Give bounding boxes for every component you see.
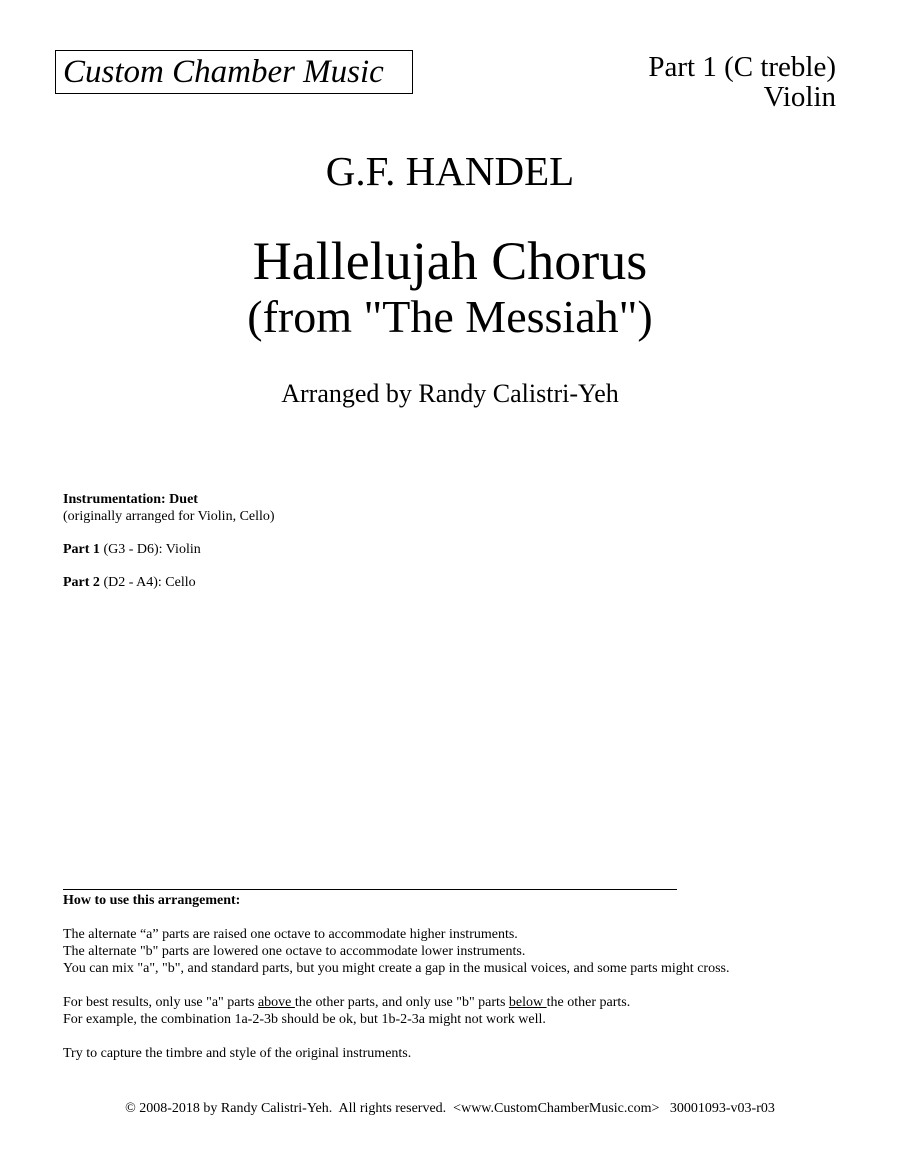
part-label: Part 1 (C treble) (648, 51, 836, 83)
instrumentation-section (63, 491, 275, 591)
part-2-label: Part 2 (63, 575, 100, 590)
howto-p2-line2: For example, the combination 1a-2-3b should be ok, but 1b-2-3a might not work well. (63, 1012, 546, 1027)
instrument-label: Violin (763, 81, 836, 113)
part-info (648, 52, 836, 112)
part-2-range (63, 574, 275, 591)
piece-title: Hallelujah Chorus (252, 231, 648, 291)
howto-p2-post: the other parts. (546, 995, 631, 1010)
part-1-label: Part 1 (63, 542, 100, 557)
brand-name: Custom Chamber Music (63, 54, 384, 90)
howto-p1-line1: The alternate “a” parts are raised one octave to accommodate higher instruments. (63, 927, 518, 942)
arranger-credit: Arranged by Randy Calistri-Yeh (281, 379, 619, 408)
copyright-footer: © 2008-2018 by Randy Calistri-Yeh. All rights reserved. <www.CustomChamberMusic.com> 30001093-v03-r03 (125, 1101, 775, 1116)
part-2-detail: (D2 - A4): Cello (99, 575, 196, 590)
section-divider (63, 889, 677, 890)
howto-p2-line1 (63, 994, 729, 1011)
instrumentation-heading: Instrumentation: Duet (63, 492, 198, 507)
howto-p2-pre: For best results, only use "a" parts (63, 995, 258, 1010)
howto-p1-line3: You can mix "a", "b", and standard parts, but you might create a gap in the musical voices, and some parts might cross. (63, 961, 730, 976)
howto-heading: How to use this arrangement: (63, 893, 241, 908)
howto-section (63, 892, 729, 1062)
howto-below-emphasis: below (508, 995, 547, 1010)
howto-p2-mid: the other parts, and only use "b" parts (294, 995, 509, 1010)
brand-logo-box (55, 50, 413, 94)
composer-name: G.F. HANDEL (325, 148, 575, 194)
part-1-detail: (G3 - D6): Violin (99, 542, 201, 557)
piece-subtitle: (from "The Messiah") (247, 291, 653, 342)
part-1-range (63, 541, 275, 558)
howto-p3: Try to capture the timbre and style of the original instruments. (63, 1046, 412, 1061)
howto-p1-line2: The alternate "b" parts are lowered one octave to accommodate lower instruments. (63, 944, 526, 959)
howto-above-emphasis: above (257, 995, 295, 1010)
instrumentation-note: (originally arranged for Violin, Cello) (63, 509, 275, 524)
